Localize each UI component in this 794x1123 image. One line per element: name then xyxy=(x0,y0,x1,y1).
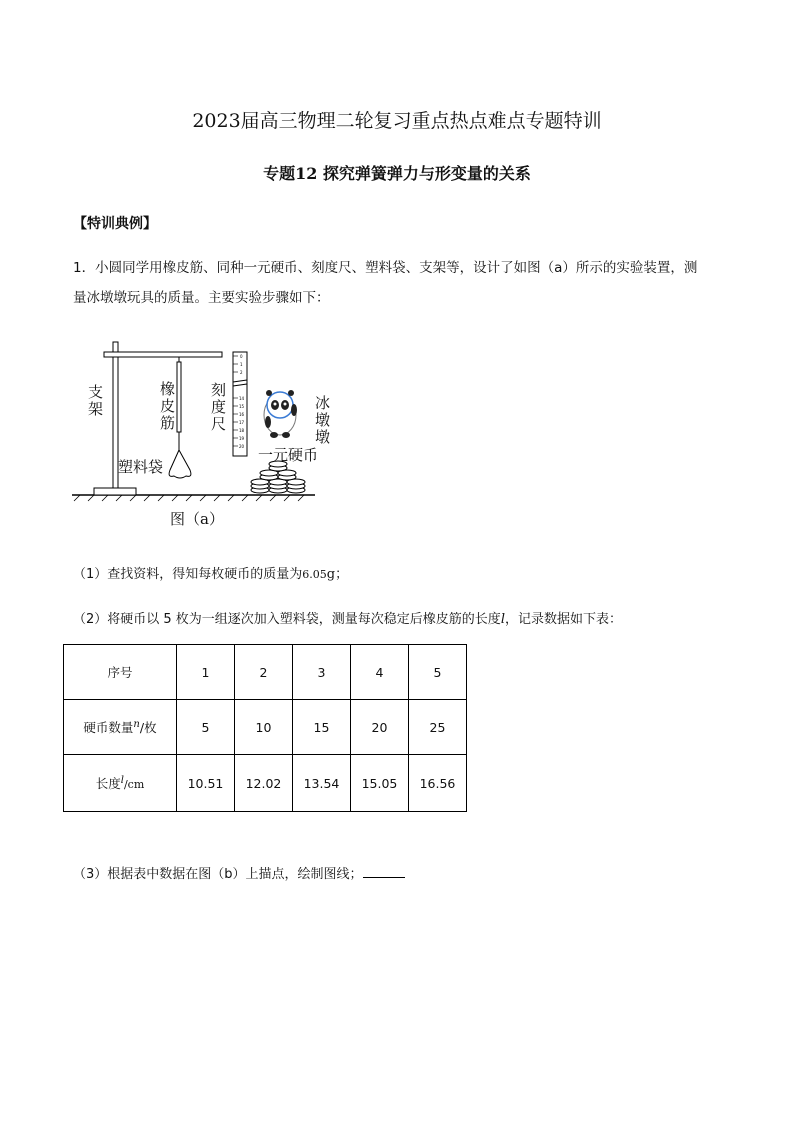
step-1-end: ； xyxy=(335,567,349,582)
figure-a-apparatus xyxy=(70,340,330,510)
question-1-line-2: 量冰墩墩玩具的质量。主要实验步骤如下： xyxy=(73,290,330,306)
ruler-tick-label: 17 xyxy=(239,420,245,425)
page-title: 2023届高三物理二轮复习重点热点难点专题特训 xyxy=(192,110,602,132)
step-3-text: （3）根据表中数据在图（b）上描点，绘制图线； xyxy=(73,867,363,882)
row-header-index: 序号 xyxy=(64,645,177,700)
table-cell: 5 xyxy=(177,700,235,755)
length-unit: /cm xyxy=(123,778,145,791)
step-1-text: （1）查找资料，得知每枚硬币的质量为 xyxy=(73,567,303,582)
step-1 xyxy=(73,560,733,590)
step-3 xyxy=(73,860,733,890)
page-subtitle: 专题12 探究弹簧弹力与形变量的关系 xyxy=(263,164,531,183)
question-1-text xyxy=(73,253,733,313)
label-coin: 一元硬币 xyxy=(258,446,319,464)
table-cell: 5 xyxy=(409,645,467,700)
ruler-tick-label: 1 xyxy=(240,362,243,367)
ruler-tick-label: 14 xyxy=(239,396,245,401)
table-cell: 20 xyxy=(351,700,409,755)
table-cell: 13.54 xyxy=(293,755,351,812)
ruler-tick-label: 15 xyxy=(239,404,245,409)
data-table xyxy=(63,644,467,812)
ruler-tick-label: 16 xyxy=(239,412,245,417)
table-cell: 25 xyxy=(409,700,467,755)
coin-count-unit: /枚 xyxy=(139,720,157,735)
step-2-text: （2）将硬币以 5 枚为一组逐次加入塑料袋，测量每次稳定后橡皮筋的长度 xyxy=(73,612,501,627)
row-header-coin-count xyxy=(64,700,177,755)
table-cell: 3 xyxy=(293,645,351,700)
coin-mass-unit: g xyxy=(326,567,336,582)
ruler xyxy=(233,352,247,456)
table-cell: 10.51 xyxy=(177,755,235,812)
label-stand: 支架 xyxy=(88,383,104,418)
label-bag: 塑料袋 xyxy=(118,458,164,476)
ruler-tick-label: 19 xyxy=(239,436,245,441)
row-header-length xyxy=(64,755,177,812)
table-cell: 12.02 xyxy=(235,755,293,812)
table-cell: 2 xyxy=(235,645,293,700)
section-heading: 【特训典例】 xyxy=(73,216,157,232)
length-row-variable: l xyxy=(120,774,124,786)
plastic-bag xyxy=(169,450,191,478)
length-variable: l xyxy=(500,612,505,627)
label-toy: 冰墩墩 xyxy=(315,394,331,446)
coin-count-label: 硬币数量 xyxy=(83,720,134,735)
table-cell: 16.56 xyxy=(409,755,467,812)
table-cell: 4 xyxy=(351,645,409,700)
label-ruler: 刻度尺 xyxy=(211,381,227,433)
ruler-tick-label: 0 xyxy=(240,354,243,359)
table-cell: 1 xyxy=(177,645,235,700)
coin-mass-value: 6.05 xyxy=(302,568,327,581)
label-rubber-band: 橡皮筋 xyxy=(160,380,176,432)
question-1-line-1: 1．小圆同学用橡皮筋、同种一元硬币、刻度尺、塑料袋、支架等，设计了如图（a）所示的实验装置，测 xyxy=(73,260,698,276)
table-row xyxy=(64,700,467,755)
ruler-tick-label: 2 xyxy=(240,370,243,375)
table-row xyxy=(64,755,467,812)
answer-blank[interactable] xyxy=(363,863,405,878)
coin-stacks xyxy=(251,461,305,493)
step-2 xyxy=(73,605,733,635)
bing-dwen-dwen-toy xyxy=(264,390,297,438)
figure-a-caption: 图（a） xyxy=(170,510,224,528)
table-row xyxy=(64,645,467,700)
ruler-tick-label: 18 xyxy=(239,428,245,433)
coin-count-variable: n xyxy=(133,718,140,730)
step-2-end: ，记录数据如下表： xyxy=(504,612,622,627)
table-cell: 15 xyxy=(293,700,351,755)
rubber-band xyxy=(177,357,181,450)
length-label: 长度 xyxy=(95,776,121,791)
ruler-tick-label: 20 xyxy=(239,444,245,449)
ground-hatching xyxy=(74,495,304,501)
table-cell: 10 xyxy=(235,700,293,755)
table-cell: 15.05 xyxy=(351,755,409,812)
